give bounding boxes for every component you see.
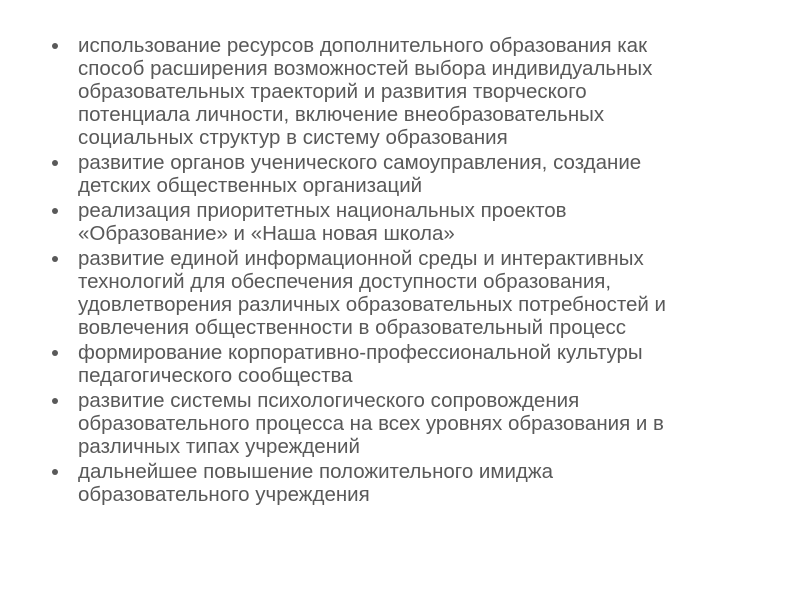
list-item bbox=[52, 460, 720, 506]
list-item bbox=[52, 151, 720, 197]
list-item-line: различных типах учреждений bbox=[78, 435, 360, 458]
list-item-line: потенциала личности, включение внеобразовательных bbox=[78, 103, 605, 126]
list-item bbox=[52, 34, 720, 149]
bullet-icon bbox=[52, 398, 58, 404]
list-item-line: образовательного учреждения bbox=[78, 483, 370, 506]
list-item-line: образовательных траекторий и развития творческого bbox=[78, 80, 587, 103]
list-item-line: технологий для обеспечения доступности образования, bbox=[78, 270, 612, 293]
list-item-line: развитие органов ученического самоуправления, создание bbox=[78, 151, 642, 174]
list-item bbox=[52, 389, 720, 458]
list-item-line: формирование корпоративно-профессиональной культуры bbox=[78, 341, 643, 364]
list-item-line: «Образование» и «Наша новая школа» bbox=[78, 222, 455, 245]
list-item-line: способ расширения возможностей выбора индивидуальных bbox=[78, 57, 653, 80]
list-item bbox=[52, 199, 720, 245]
list-item-line: образовательного процесса на всех уровнях образования и в bbox=[78, 412, 664, 435]
list-item-line: социальных структур в систему образования bbox=[78, 126, 508, 149]
list-item-line: развитие единой информационной среды и интерактивных bbox=[78, 247, 644, 270]
bullet-icon bbox=[52, 43, 58, 49]
bullet-list bbox=[52, 34, 720, 506]
list-item bbox=[52, 341, 720, 387]
bullet-icon bbox=[52, 160, 58, 166]
bullet-icon bbox=[52, 256, 58, 262]
list-item-line: реализация приоритетных национальных проектов bbox=[78, 199, 567, 222]
list-item-line: развитие системы психологического сопровождения bbox=[78, 389, 580, 412]
list-item-line: дальнейшее повышение положительного имиджа bbox=[78, 460, 553, 483]
list-item-line: вовлечения общественности в образовательный процесс bbox=[78, 316, 627, 339]
bullet-icon bbox=[52, 208, 58, 214]
list-item bbox=[52, 247, 720, 339]
bullet-icon bbox=[52, 350, 58, 356]
list-item-line: педагогического сообщества bbox=[78, 364, 353, 387]
list-item-line: использование ресурсов дополнительного образования как bbox=[78, 34, 648, 57]
list-item-line: удовлетворения различных образовательных потребностей и bbox=[78, 293, 666, 316]
list-item-line: детских общественных организаций bbox=[78, 174, 423, 197]
bullet-icon bbox=[52, 469, 58, 475]
